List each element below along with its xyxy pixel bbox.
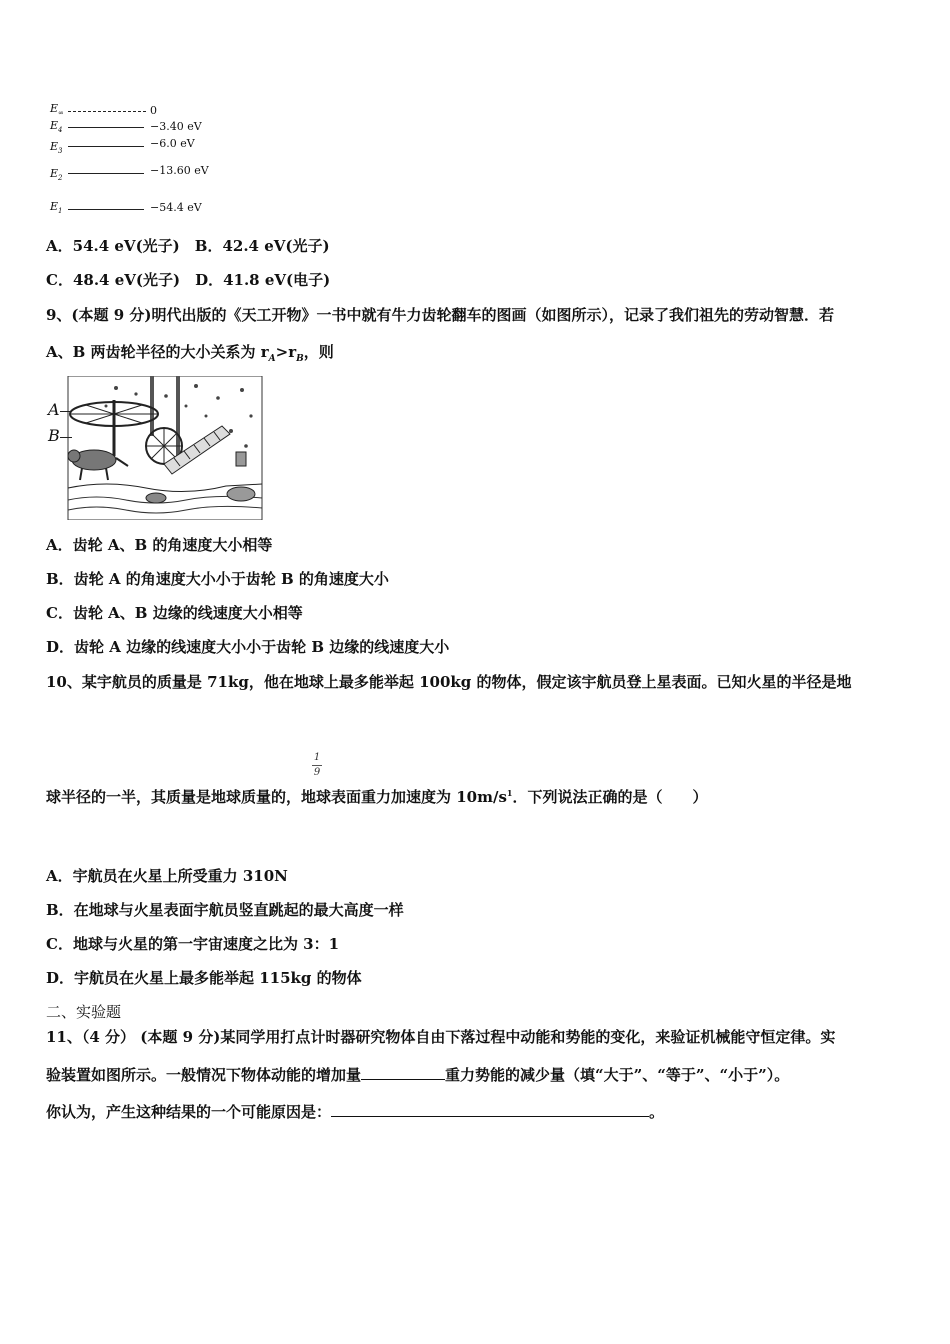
- level-value: −54.4 eV: [150, 201, 202, 214]
- level-value: −3.40 eV: [150, 120, 202, 133]
- q10-option-b: B．在地球与火星表面宇航员竖直跳起的最大高度一样: [46, 901, 404, 919]
- level-line: [68, 146, 144, 147]
- level-line: [68, 209, 144, 210]
- level-label: $E_3$: [50, 140, 63, 156]
- q11-stem-line-1: 11、（4 分） (本题 9 分)某同学用打点计时器研究物体自由下落过程中动能和势能的变化，来验证机械能守恒定律。实: [46, 1028, 836, 1046]
- q9-option-c: C．齿轮 A、B 边缘的线速度大小相等: [46, 604, 303, 622]
- illustration-svg: [46, 376, 264, 520]
- level-value: 0: [150, 104, 157, 117]
- figure-label-b: B: [48, 426, 60, 445]
- answer-blank-1[interactable]: [361, 1065, 445, 1080]
- q9-stem-line-2: A、B 两齿轮半径的大小关系为 $r_A>r_B$，则: [46, 343, 334, 364]
- level-line: [68, 173, 144, 174]
- level-value: −13.60 eV: [150, 164, 209, 177]
- section-heading: 二、实验题: [46, 1003, 122, 1021]
- level-line: [68, 127, 144, 128]
- q10-option-d: D．宇航员在火星上最多能举起 115kg 的物体: [46, 969, 362, 987]
- figure-label-a: A: [48, 400, 60, 419]
- level-label: $E_\infty$: [50, 102, 64, 118]
- fraction-one-ninth: 1 9: [313, 752, 321, 778]
- answer-blank-2[interactable]: [331, 1102, 649, 1117]
- figure-label-a-pointer: [60, 411, 72, 412]
- level-label: $E_1$: [50, 200, 63, 216]
- q8-options-row-2: C．48.4 eV(光子) D．41.8 eV(电子): [46, 271, 331, 289]
- level-value: −6.0 eV: [150, 137, 195, 150]
- gear-waterwheel-illustration: [46, 376, 264, 520]
- q9-stem-line-1: 9、(本题 9 分)明代出版的《天工开物》一书中就有牛力齿轮翻车的图画（如图所示），记录了我们祖先的劳动智慧．若: [46, 306, 835, 324]
- level-label: $E_2$: [50, 167, 63, 183]
- q8-options-row-1: A．54.4 eV(光子) B．42.4 eV(光子): [46, 237, 330, 255]
- q9-option-d: D．齿轮 A 边缘的线速度大小小于齿轮 B 边缘的线速度大小: [46, 638, 450, 656]
- figure-label-b-pointer: [60, 437, 72, 438]
- energy-level-diagram: [46, 100, 226, 220]
- q10-stem-line-1: 10、某宇航员的质量是 71kg，他在地球上最多能举起 100kg 的物体，假定该宇航员登上星表面。已知火星的半径是地: [46, 673, 852, 691]
- level-line: [68, 111, 146, 112]
- q9-option-a: A．齿轮 A、B 的角速度大小相等: [46, 536, 273, 554]
- q10-option-c: C．地球与火星的第一宇宙速度之比为 3：1: [46, 935, 340, 953]
- q10-stem-line-2: 球半径的一半，其质量是地球质量的，地球表面重力加速度为 $10m/s^1$．下列说法正确的是（ ）: [46, 788, 708, 806]
- q11-stem-line-2: 验装置如图所示。一般情况下物体动能的增加量 重力势能的减少量（填“大于”、“等于”、“小于”）。: [46, 1066, 790, 1084]
- q10-option-a: A．宇航员在火星上所受重力 310N: [46, 867, 288, 885]
- level-label: $E_4$: [50, 119, 63, 135]
- q11-stem-line-3: 你认为，产生这种结果的一个可能原因是： 。: [46, 1103, 665, 1121]
- q9-option-b: B．齿轮 A 的角速度大小小于齿轮 B 的角速度大小: [46, 570, 389, 588]
